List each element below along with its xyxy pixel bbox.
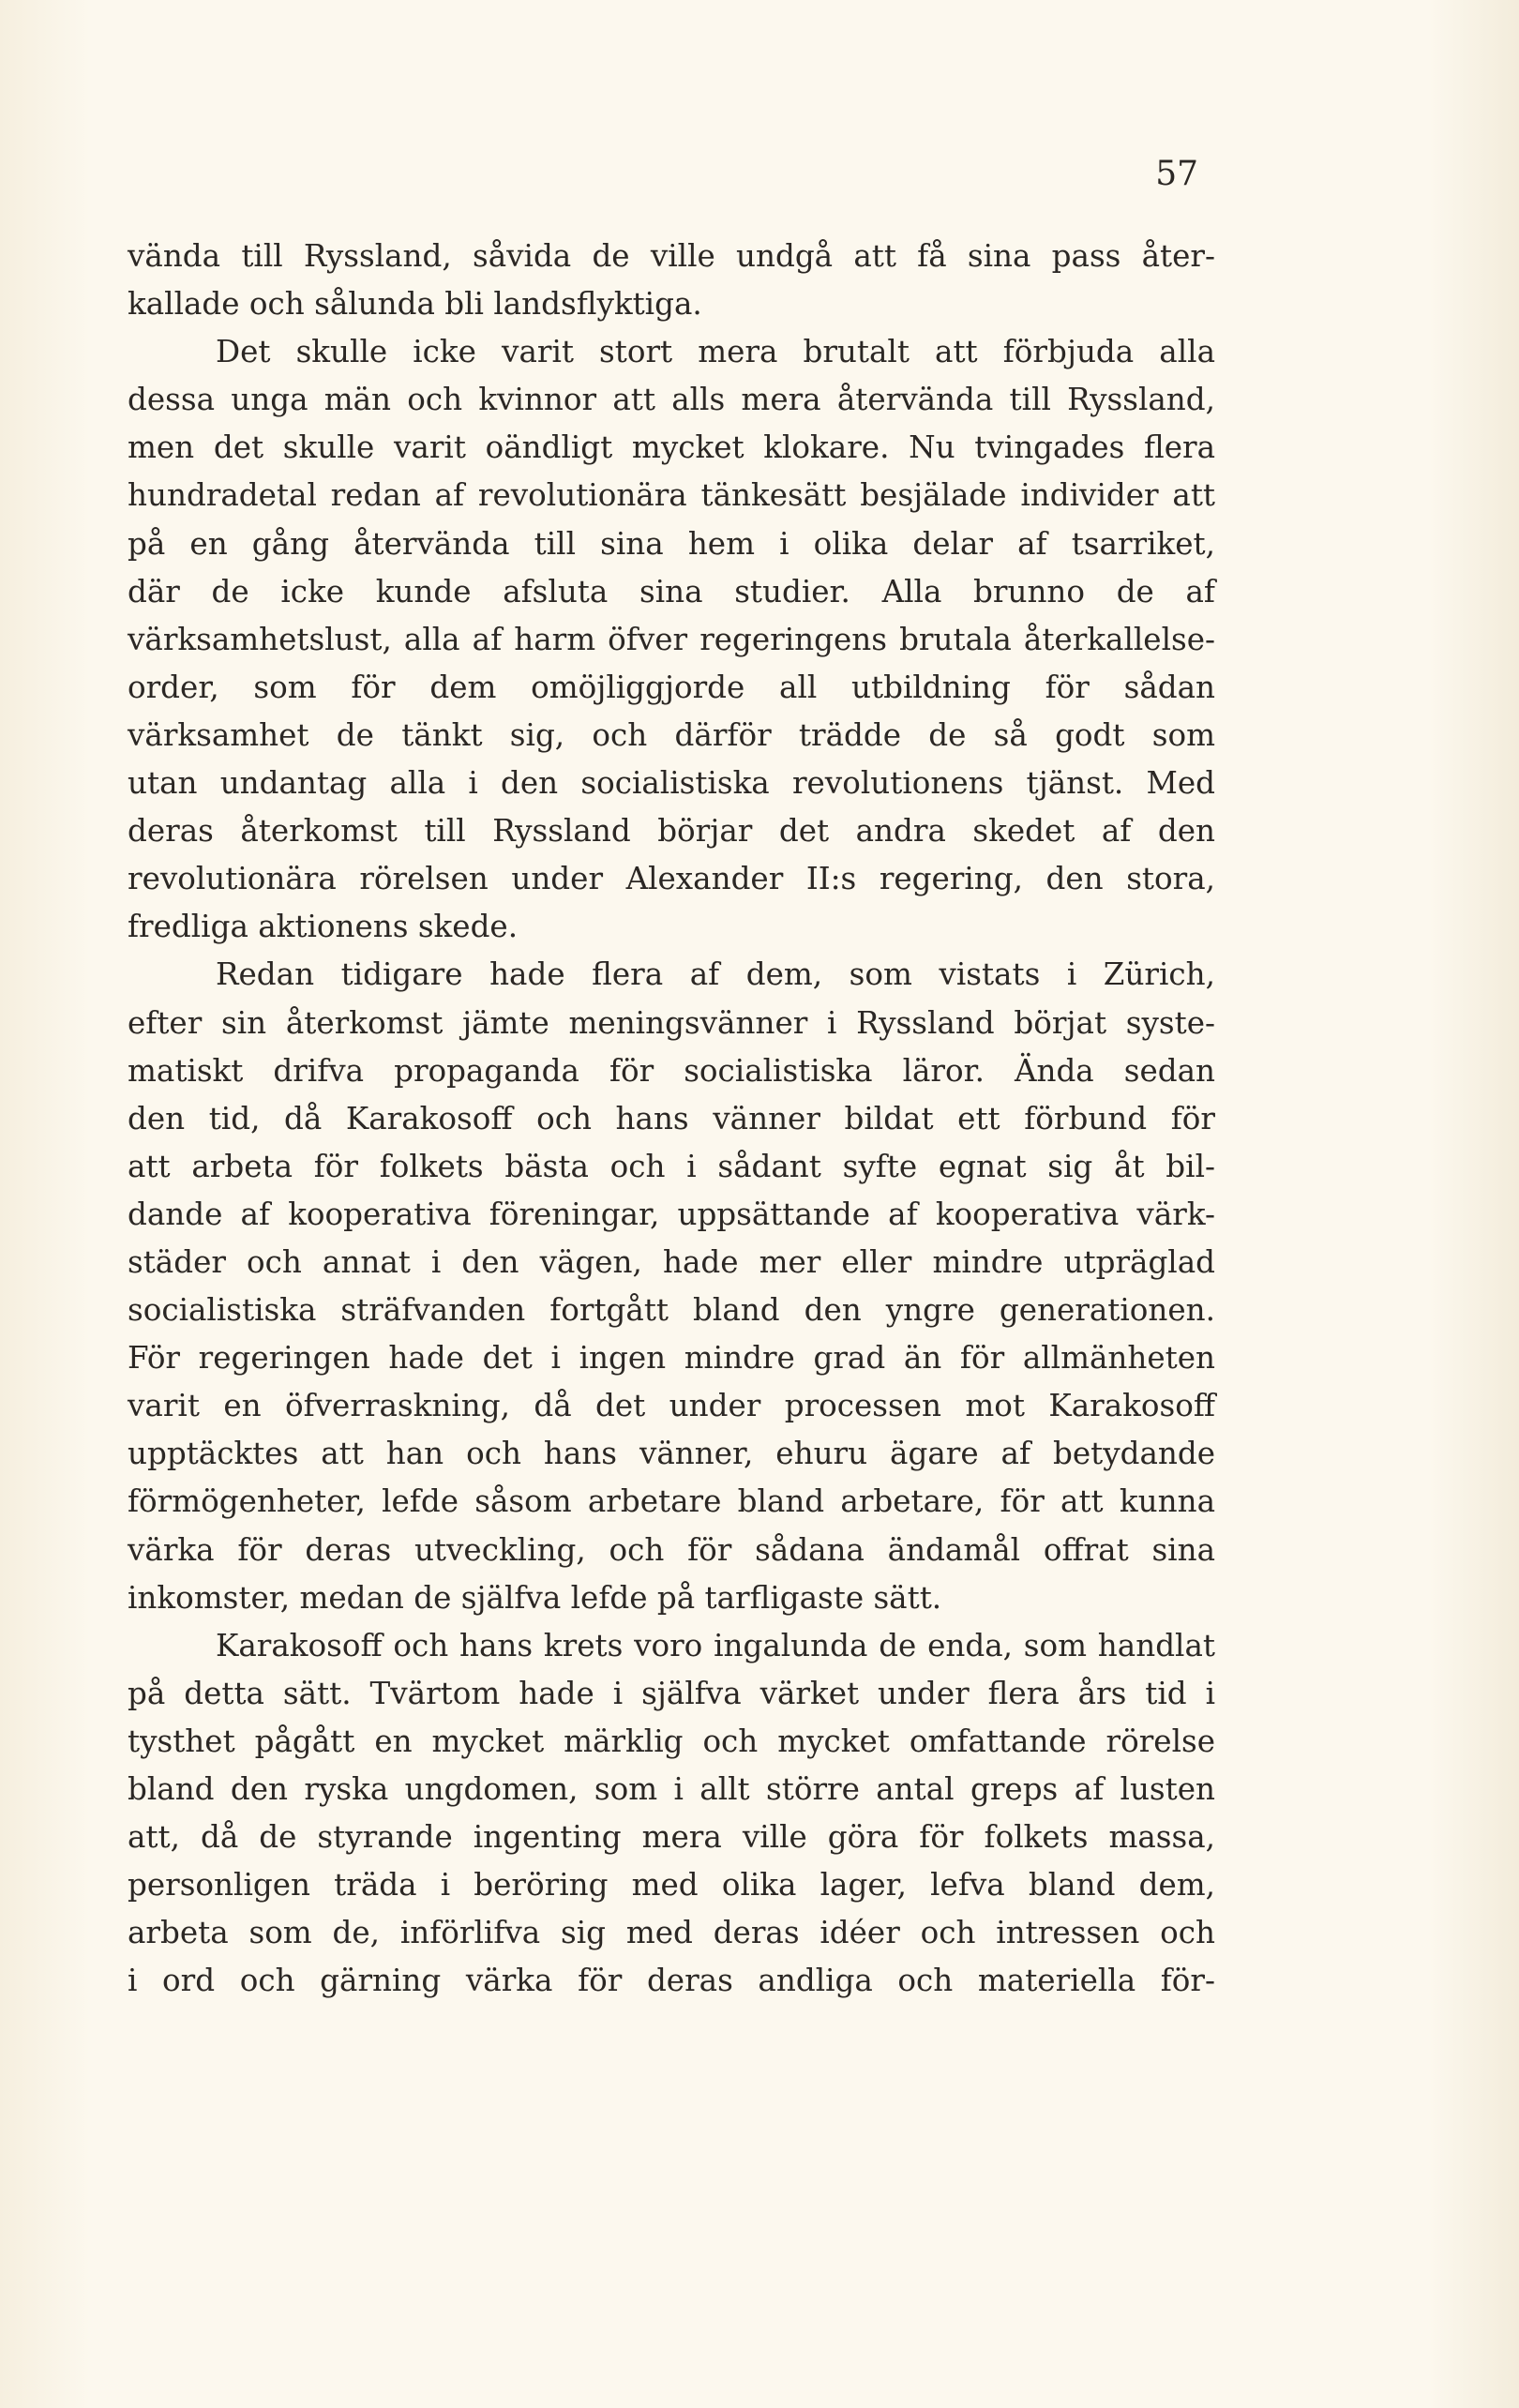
text-line: att, då de styrande ingenting mera ville göra för folkets massa,	[128, 1819, 1215, 1856]
page-number: 57	[1155, 155, 1198, 193]
text-line: där de icke kunde afsluta sina studier. Alla brunno de af	[128, 573, 1215, 610]
text-line: utan undantag alla i den socialistiska revolutionens tjänst. Med	[128, 765, 1215, 802]
text-line: på detta sätt. Tvärtom hade i själfva värket under flera års tid i	[128, 1675, 1215, 1711]
text-line: dande af kooperativa föreningar, uppsättande af kooperativa värk-	[128, 1196, 1215, 1232]
text-line: Det skulle icke varit stort mera brutalt att förbjuda alla	[216, 334, 1215, 370]
text-line: Redan tidigare hade flera af dem, som vistats i Zürich,	[216, 956, 1215, 993]
text-line: den tid, då Karakosoff och hans vänner bildat ett förbund för	[128, 1100, 1215, 1136]
text-line: kallade och sålunda bli landsflyktiga.	[128, 286, 702, 323]
text-line: tysthet pågått en mycket märklig och mycket omfattande rörelse	[128, 1723, 1215, 1759]
text-line: förmögenheter, lefde såsom arbetare bland arbetare, för att kunna	[128, 1483, 1215, 1520]
text-line: värksamhetslust, alla af harm öfver regeringens brutala återkallelse-	[128, 621, 1215, 657]
text-line: men det skulle varit oändligt mycket klokare. Nu tvingades flera	[128, 429, 1215, 466]
text-line: personligen träda i beröring med olika lager, lefva bland dem,	[128, 1867, 1215, 1904]
text-line: inkomster, medan de själfva lefde på tarfligaste sätt.	[128, 1579, 942, 1616]
text-line: vända till Ryssland, såvida de ville undgå att få sina pass åter-	[128, 238, 1215, 274]
text-line: hundradetal redan af revolutionära tänkesätt besjälade individer att	[128, 477, 1215, 514]
text-line: deras återkomst till Ryssland börjar det andra skedet af den	[128, 813, 1215, 850]
text-line: upptäcktes att han och hans vänner, ehuru ägare af betydande	[128, 1436, 1215, 1472]
text-line: efter sin återkomst jämte meningsvänner i Ryssland börjat syste-	[128, 1004, 1215, 1041]
text-line: arbeta som de, införlifva sig med deras idéer och intressen och	[128, 1915, 1215, 1951]
text-line: Karakosoff och hans krets voro ingalunda de enda, som handlat	[216, 1627, 1215, 1663]
text-line: matiskt drifva propaganda för socialistiska läror. Ända sedan	[128, 1052, 1215, 1089]
text-line: bland den ryska ungdomen, som i allt större antal greps af lusten	[128, 1771, 1215, 1807]
text-line: varit en öfverraskning, då det under processen mot Karakosoff	[128, 1388, 1215, 1424]
text-line: revolutionära rörelsen under Alexander II:s regering, den stora,	[128, 861, 1215, 897]
text-line: dessa unga män och kvinnor att alls mera återvända till Ryssland,	[128, 382, 1215, 418]
text-line: fredliga aktionens skede.	[128, 909, 519, 945]
text-line: För regeringen hade det i ingen mindre grad än för allmänheten	[128, 1340, 1215, 1377]
text-line: i ord och gärning värka för deras andliga och materiella för-	[128, 1963, 1215, 1999]
text-line: städer och annat i den vägen, hade mer eller mindre utpräglad	[128, 1243, 1215, 1280]
text-line: värka för deras utveckling, och för sådana ändamål offrat sina	[128, 1531, 1215, 1568]
text-line: värksamhet de tänkt sig, och därför trädde de så godt som	[128, 716, 1215, 753]
text-line: att arbeta för folkets bästa och i sådant syfte egnat sig åt bil-	[128, 1148, 1215, 1184]
text-line: socialistiska sträfvanden fortgått bland den yngre generationen.	[128, 1292, 1215, 1329]
body-text	[128, 233, 1215, 2005]
text-line: order, som för dem omöjliggjorde all utbildning för sådan	[128, 669, 1215, 705]
text-line: på en gång återvända till sina hem i olika delar af tsarriket,	[128, 525, 1215, 562]
